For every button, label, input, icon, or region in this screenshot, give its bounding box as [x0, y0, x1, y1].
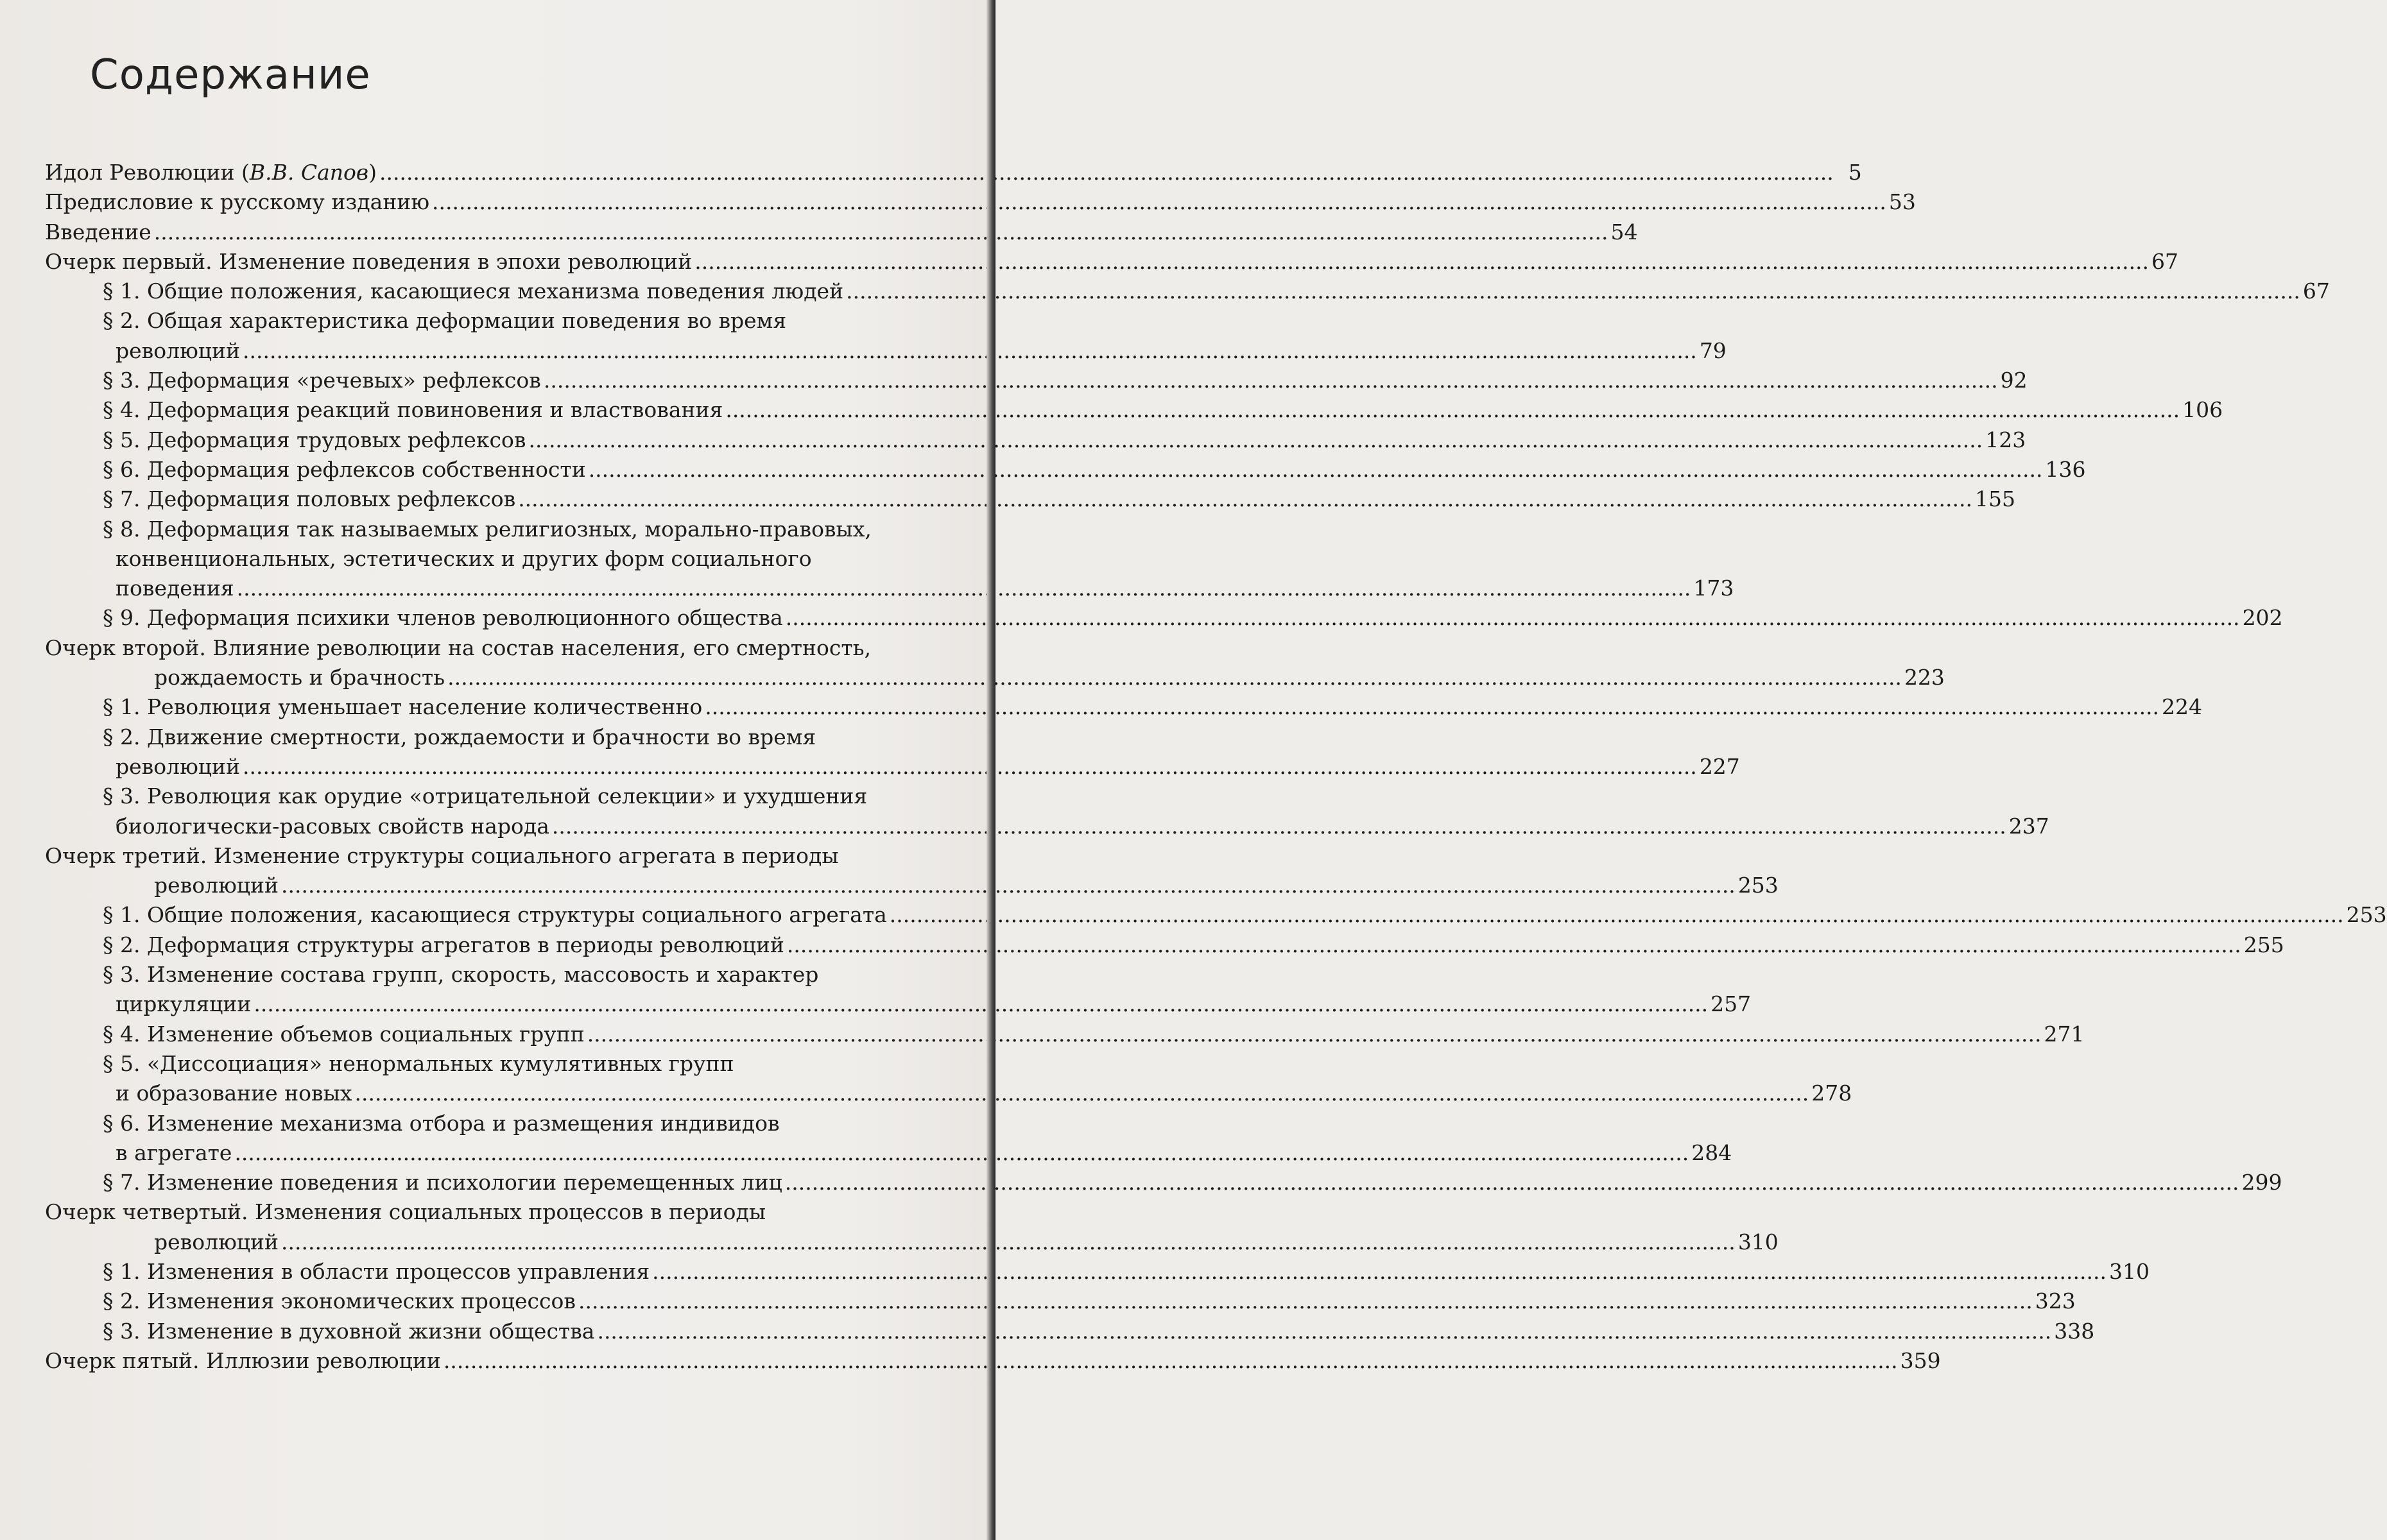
- toc-entry: [45, 1228, 1779, 1257]
- toc-entry: [45, 1197, 976, 1227]
- toc-entry: [45, 306, 976, 336]
- toc-entry-title: [103, 1257, 650, 1287]
- toc-entry-title-text: § 1. Изменения в области процессов управления: [103, 1258, 650, 1284]
- toc-entry-title-text: Очерк первый. Изменение поведения в эпохи революций: [45, 248, 693, 274]
- toc-entry: [45, 1109, 976, 1138]
- toc-entry-title-text: биологически-расовых свойств народа: [116, 813, 549, 839]
- dot-leader: [694, 247, 2149, 277]
- toc-entry-title-text: § 1. Общие положения, касающиеся механизма поведения людей: [103, 278, 844, 304]
- toc-page-number: 284: [1691, 1140, 1732, 1165]
- toc-page-number: 92: [2000, 368, 2028, 393]
- toc-page-number: 338: [2054, 1318, 2095, 1344]
- dot-leader: [243, 752, 1697, 782]
- toc-entry-title: [103, 900, 887, 930]
- toc-page-number: 67: [2302, 278, 2330, 304]
- toc-page-number: 310: [2108, 1258, 2150, 1284]
- toc-page-number: 227: [1699, 753, 1740, 779]
- toc-entry-title-suffix: ): [368, 160, 377, 185]
- toc-page-number: 223: [1904, 665, 1945, 690]
- toc-entry: [45, 187, 1916, 217]
- toc-entry-title: [154, 871, 279, 900]
- dot-leader: [432, 187, 1886, 217]
- toc-entry: [45, 752, 1740, 782]
- toc-entry: [45, 1317, 2095, 1346]
- toc-entry-title-text: § 2. Деформация структуры агрегатов в периоды революций: [103, 932, 784, 957]
- dot-leader: [846, 277, 2300, 306]
- toc-entry-title-text: § 9. Деформация психики членов революционного общества: [103, 605, 783, 631]
- toc-entry: [45, 692, 2203, 722]
- toc-entry-title-text: и образование новых: [116, 1081, 352, 1106]
- dot-leader: [528, 425, 1983, 455]
- toc-entry: [45, 989, 1752, 1019]
- toc-page-number: 224: [2162, 694, 2203, 720]
- toc-entry-title: [45, 218, 151, 247]
- toc-entry: [45, 425, 2026, 455]
- toc-entry-title-text: § 4. Деформация реакций повиновения и властвования: [103, 397, 723, 423]
- toc-entry: [45, 1138, 1732, 1168]
- toc-entry-title: [116, 336, 240, 366]
- dot-leader: [379, 158, 1834, 187]
- toc-entry-title: [103, 1317, 594, 1346]
- toc-entry-title-text: § 1. Революция уменьшает население количественно: [103, 694, 703, 720]
- toc-entry-title-text: § 3. Деформация «речевых» рефлексов: [103, 368, 541, 393]
- toc-entry-title-text: § 3. Изменение в духовной жизни общества: [103, 1318, 595, 1344]
- toc-entry-title-text: конвенциональных, эстетических и других форм социального: [116, 545, 812, 571]
- toc-entry-title: [103, 692, 702, 722]
- toc-entry: [45, 900, 2387, 930]
- toc-page-number: 79: [1699, 338, 1727, 363]
- toc-page-number: 253: [2346, 902, 2387, 928]
- toc-entry-title-text: Очерк четвертый. Изменения социальных процессов в периоды: [45, 1199, 766, 1225]
- toc-entry-title-text: § 6. Деформация рефлексов собственности: [103, 456, 586, 482]
- toc-entry: [45, 1257, 2150, 1287]
- toc-entry-title: [45, 247, 692, 277]
- toc-entry-title: [116, 574, 234, 603]
- toc-entry-title-text: § 3. Изменение состава групп, скорость, массовость и характер: [103, 962, 819, 988]
- toc-entry-title: [103, 366, 541, 395]
- toc-entry: [45, 1287, 2076, 1316]
- toc-entry: [45, 277, 2330, 306]
- toc-entry: [45, 218, 1638, 247]
- toc-entry-title-text: Очерк второй. Влияние революции на состав населения, его смертность,: [45, 635, 872, 660]
- toc-page-number: 5: [1848, 160, 1862, 185]
- toc-entry-title-text: Идол Революции (: [45, 160, 250, 185]
- toc-page-number: 173: [1693, 576, 1734, 601]
- dot-leader: [354, 1079, 1809, 1108]
- toc-entry-title-text: § 2. Движение смертности, рождаемости и брачности во время: [103, 724, 816, 749]
- toc-entry-title-text: в агрегате: [116, 1140, 232, 1165]
- dot-leader: [447, 663, 1902, 692]
- toc-page-number: 53: [1888, 189, 1916, 215]
- toc-page-number: 202: [2242, 605, 2283, 631]
- toc-entry: [45, 782, 976, 811]
- dot-leader: [281, 871, 1736, 900]
- toc-page-number: 67: [2151, 248, 2179, 274]
- toc-entry: [45, 723, 976, 752]
- toc-entry: [45, 871, 1779, 900]
- toc-entry-title-text: Введение: [45, 219, 151, 244]
- toc-page-number: 237: [2008, 813, 2049, 839]
- dot-leader: [786, 603, 2240, 633]
- toc-entry: [45, 812, 2049, 841]
- toc-entry-title-text: поведения: [116, 576, 234, 601]
- table-of-contents: [45, 158, 2387, 1376]
- dot-leader: [518, 484, 1972, 514]
- page-title: Содержание: [90, 51, 371, 99]
- toc-page-number: 123: [1985, 427, 2026, 452]
- dot-leader: [578, 1287, 2033, 1316]
- toc-entry-title-text: циркуляции: [116, 991, 252, 1017]
- toc-entry: [45, 930, 2284, 960]
- toc-page-number: 255: [2243, 932, 2284, 957]
- dot-leader: [787, 930, 2241, 960]
- toc-entry-title-text: § 8. Деформация так называемых религиозных, морально-правовых,: [103, 516, 872, 542]
- toc-entry-title: [116, 1138, 232, 1168]
- toc-entry-title: [45, 187, 429, 217]
- dot-leader: [444, 1346, 1898, 1376]
- dot-leader: [652, 1257, 2107, 1287]
- toc-entry-title-text: революций: [154, 1229, 279, 1254]
- dot-leader: [552, 812, 2006, 841]
- toc-entry: [45, 366, 2028, 395]
- toc-entry-title: [103, 1020, 585, 1049]
- toc-page-number: 155: [1974, 486, 2015, 512]
- toc-page-number: 310: [1737, 1229, 1779, 1254]
- toc-entry: [45, 841, 976, 871]
- toc-page-number: 271: [2044, 1021, 2085, 1047]
- toc-entry-title-text: Предисловие к русскому изданию: [45, 189, 430, 215]
- toc-entry-title: [154, 1228, 279, 1257]
- dot-leader: [587, 1020, 2042, 1049]
- toc-entry-title: [45, 158, 377, 187]
- toc-entry: [45, 544, 976, 574]
- toc-entry: [45, 455, 2086, 484]
- toc-page-number: 323: [2035, 1288, 2076, 1314]
- dot-leader: [597, 1317, 2051, 1346]
- toc-entry-title: [116, 752, 240, 782]
- toc-entry-title-text: § 7. Деформация половых рефлексов: [103, 486, 516, 512]
- toc-entry-title: [103, 395, 723, 425]
- dot-leader: [243, 336, 1697, 366]
- toc-entry: [45, 574, 1734, 603]
- toc-entry-title: [103, 603, 783, 633]
- dot-leader: [544, 366, 1998, 395]
- toc-entry-title: [103, 1168, 782, 1197]
- toc-entry-title-text: § 5. Деформация трудовых рефлексов: [103, 427, 526, 452]
- toc-entry: [45, 158, 1862, 187]
- dot-leader: [705, 692, 2159, 722]
- dot-leader: [234, 1138, 1689, 1168]
- toc-entry-title-text: § 2. Общая характеристика деформации поведения во время: [103, 308, 787, 334]
- toc-entry-title: [103, 930, 784, 960]
- toc-entry: [45, 603, 2283, 633]
- toc-entry-title: [103, 455, 586, 484]
- dot-leader: [785, 1168, 2239, 1197]
- toc-entry: [45, 960, 976, 989]
- toc-entry: [45, 247, 2179, 277]
- toc-entry-title-text: § 4. Изменение объемов социальных групп: [103, 1021, 585, 1047]
- toc-entry-title: [116, 812, 549, 841]
- toc-entry-title-text: революций: [116, 338, 241, 363]
- toc-page-number: 106: [2182, 397, 2223, 423]
- toc-entry-title: [103, 1287, 576, 1316]
- dot-leader: [281, 1228, 1736, 1257]
- toc-entry-title: [154, 663, 445, 692]
- dot-leader: [890, 900, 2344, 930]
- toc-entry: [45, 633, 976, 663]
- toc-entry-title-text: § 7. Изменение поведения и психологии перемещенных лиц: [103, 1170, 782, 1195]
- toc-page-number: 136: [2045, 456, 2086, 482]
- toc-entry-title-text: Очерк третий. Изменение структуры социального агрегата в периоды: [45, 843, 839, 868]
- toc-entry-title: [45, 1346, 441, 1376]
- toc-entry-title: [116, 989, 251, 1019]
- toc-entry-title: [116, 1079, 352, 1108]
- toc-entry: [45, 1049, 976, 1079]
- dot-leader: [589, 455, 2043, 484]
- dot-leader: [237, 574, 1691, 603]
- toc-entry: [45, 663, 1945, 692]
- toc-entry: [45, 1079, 1852, 1108]
- toc-entry-title-text: § 6. Изменение механизма отбора и размещения индивидов: [103, 1110, 780, 1136]
- toc-entry-title-text: § 1. Общие положения, касающиеся структуры социального агрегата: [103, 902, 887, 928]
- toc-entry-title: [103, 277, 843, 306]
- toc-page-number: 54: [1610, 219, 1638, 244]
- toc-entry-title: [103, 484, 515, 514]
- toc-entry: [45, 1168, 2282, 1197]
- toc-entry: [45, 1020, 2085, 1049]
- toc-entry: [45, 336, 1727, 366]
- toc-page-number: 359: [1900, 1348, 1941, 1373]
- dot-leader: [254, 989, 1708, 1019]
- toc-entry-title-text: Очерк пятый. Иллюзии революции: [45, 1348, 441, 1373]
- toc-entry-title: [103, 425, 526, 455]
- toc-entry: [45, 395, 2223, 425]
- toc-entry-title-text: рождаемость и брачность: [154, 665, 445, 690]
- toc-entry-title-text: § 2. Изменения экономических процессов: [103, 1288, 576, 1314]
- page-edge-shadow: [987, 0, 995, 1540]
- dot-leader: [725, 395, 2180, 425]
- toc-page-number: 278: [1811, 1081, 1852, 1106]
- toc-entry: [45, 484, 2015, 514]
- toc-entry-author: В.В. Сапов: [249, 160, 369, 185]
- toc-entry-title-text: революций: [154, 873, 279, 898]
- toc-entry: [45, 515, 976, 544]
- toc-entry-title-text: § 5. «Диссоциация» ненормальных кумулятивных групп: [103, 1050, 734, 1076]
- toc-entry-title-text: революций: [116, 753, 241, 779]
- toc-page-number: 257: [1711, 991, 1752, 1017]
- dot-leader: [154, 218, 1608, 247]
- toc-page-number: 253: [1737, 873, 1779, 898]
- toc-entry-title-text: § 3. Революция как орудие «отрицательной селекции» и ухудшения: [103, 783, 868, 809]
- toc-entry: [45, 1346, 1941, 1376]
- toc-page-number: 299: [2241, 1170, 2282, 1195]
